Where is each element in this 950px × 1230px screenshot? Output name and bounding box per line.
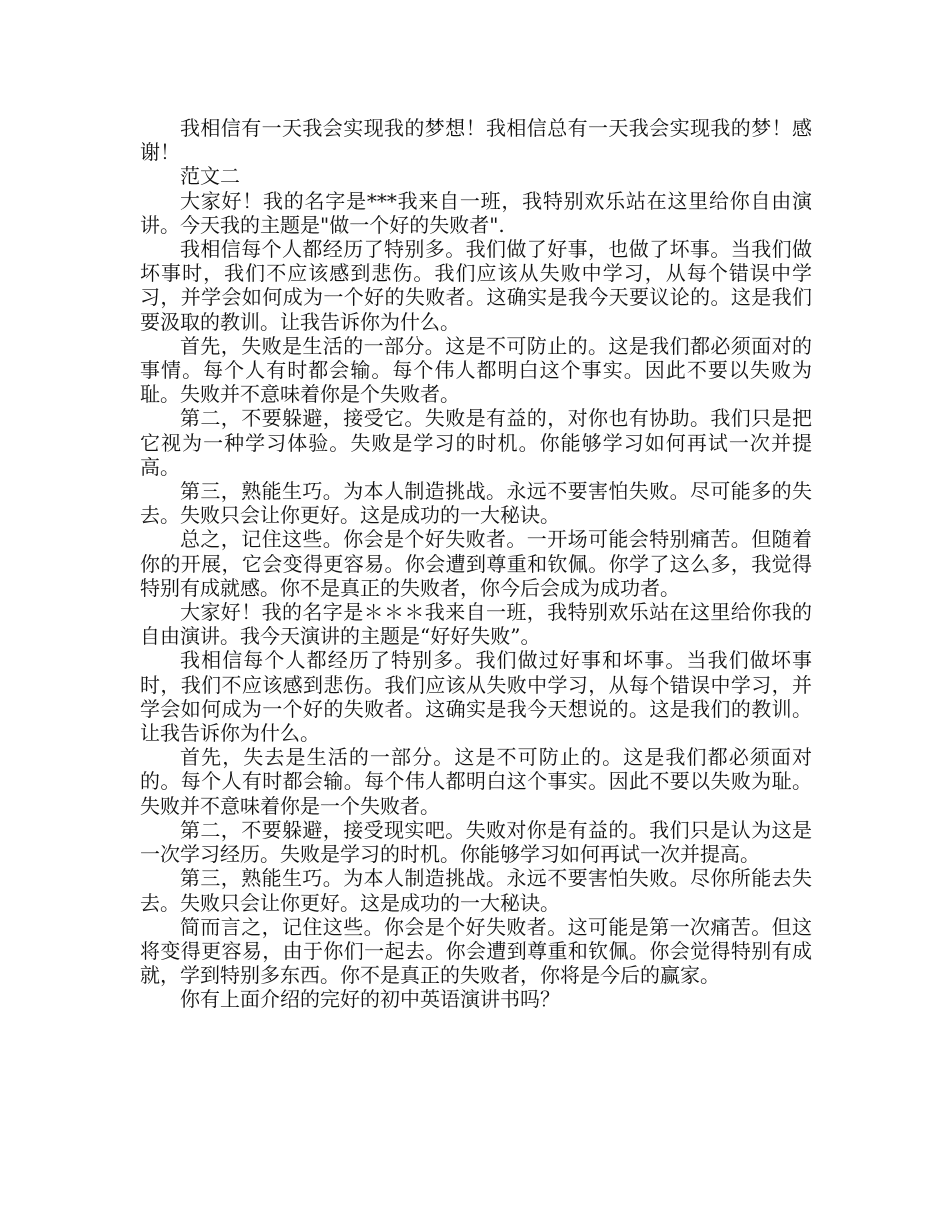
- paragraph-first-1: 首先，失败是生活的一部分。这是不可防止的。这是我们都必须面对的事情。每个人有时都会输。每个伟人都明白这个事实。因此不要以失败为耻。失败并不意味着你是个失败者。: [140, 333, 812, 407]
- paragraph-intro-1: 我相信每个人都经历了特别多。我们做了好事，也做了坏事。当我们做坏事时，我们不应该感到悲伤。我们应该从失败中学习，从每个错误中学习，并学会如何成为一个好的失败者。这确实是我今天要议论的。这是我们要汲取的教训。让我告诉你为什么。: [140, 237, 812, 334]
- paragraph-third-1: 第三，熟能生巧。为本人制造挑战。永远不要害怕失败。尽可能多的失去。失败只会让你更好。这是成功的一大秘诀。: [140, 479, 812, 528]
- paragraph-greeting-2: 大家好！我的名字是＊＊＊我来自一班，我特别欢乐站在这里给你我的自由演讲。我今天演讲的主题是“好好失败”。: [140, 600, 812, 649]
- section-heading: 范文二: [180, 164, 240, 189]
- paragraph-question: 你有上面介绍的完好的初中英语演讲书吗？: [180, 987, 560, 1012]
- paragraph-second-1: 第二，不要躲避，接受它。失败是有益的，对你也有协助。我们只是把它视为一种学习体验。失败是学习的时机。你能够学习如何再试一次并提高。: [140, 406, 812, 479]
- document-body: [140, 116, 812, 1012]
- paragraph-second-2: 第二，不要躲避，接受现实吧。失败对你是有益的。我们只是认为这是一次学习经历。失败是学习的时机。你能够学习如何再试一次并提高。: [140, 817, 812, 867]
- paragraph-summary-2: 简而言之，记住这些。你会是个好失败者。这可能是第一次痛苦。但这将变得更容易，由于你们一起去。你会遭到尊重和钦佩。你会觉得特别有成就，学到特别多东西。你不是真正的失败者，你将是今后的赢家。: [140, 914, 812, 988]
- paragraph-first-2: 首先，失去是生活的一部分。这是不可防止的。这是我们都必须面对的。每个人有时都会输。每个伟人都明白这个事实。因此不要以失败为耻。失败并不意味着你是一个失败者。: [140, 745, 812, 818]
- paragraph-intro-2: 我相信每个人都经历了特别多。我们做过好事和坏事。当我们做坏事时，我们不应该感到悲伤。我们应该从失败中学习，从每个错误中学习，并学会如何成为一个好的失败者。这确实是我今天想说的。这是我们的教训。让我告诉你为什么。: [140, 648, 812, 746]
- paragraph-third-2: 第三，熟能生巧。为本人制造挑战。永远不要害怕失败。尽你所能去失去。失败只会让你更好。这是成功的一大秘诀。: [140, 866, 812, 915]
- paragraph-summary-1: 总之，记住这些。你会是个好失败者。一开场可能会特别痛苦。但随着你的开展，它会变得更容易。你会遭到尊重和钦佩。你学了这么多，我觉得特别有成就感。你不是真正的失败者，你今后会成为成功者。: [140, 527, 812, 600]
- paragraph-greeting-1: 大家好！我的名字是***我来自一班，我特别欢乐站在这里给你自由演讲。今天我的主题是"做一个好的失败者".: [140, 188, 812, 237]
- paragraph-closing: 我相信有一天我会实现我的梦想！我相信总有一天我会实现我的梦！感谢！: [140, 116, 812, 165]
